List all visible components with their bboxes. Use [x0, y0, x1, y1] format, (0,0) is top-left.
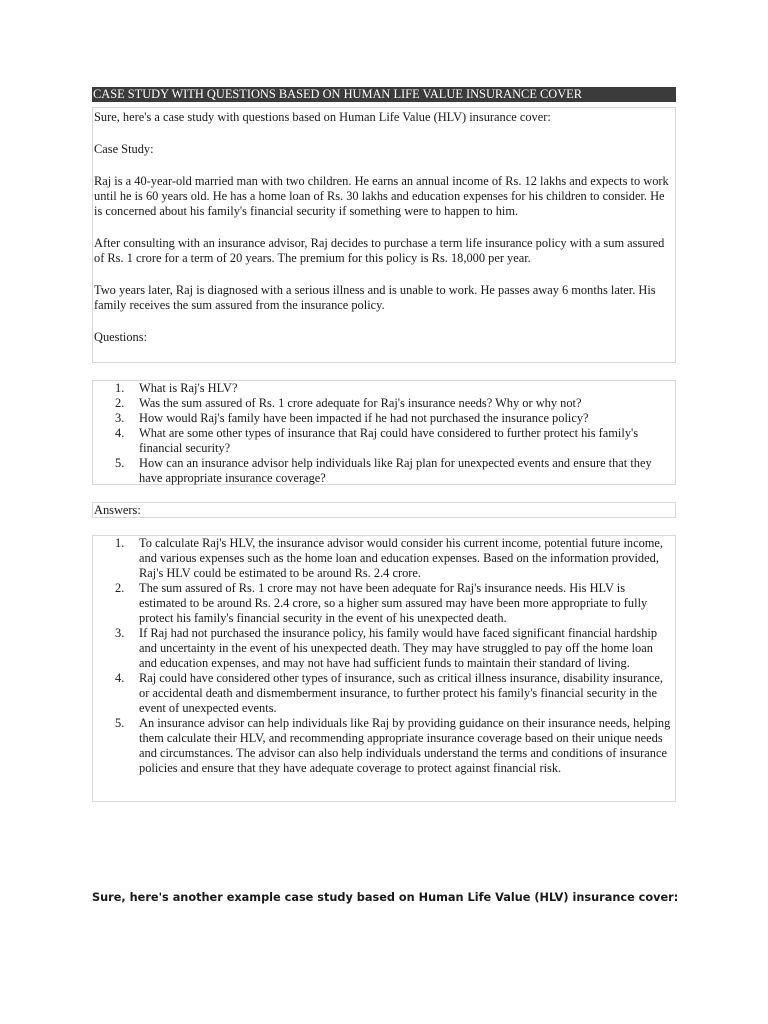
- question-item: [93, 381, 675, 396]
- question-number: 1.: [115, 381, 125, 395]
- answer-number: 1.: [115, 536, 125, 550]
- answers-label-box: [92, 502, 676, 518]
- question-item: [93, 456, 675, 486]
- question-text: What is Raj's HLV?: [139, 381, 238, 395]
- question-text: What are some other types of insurance that Raj could have considered to further protect his family's financial security?: [139, 426, 639, 455]
- question-item: [93, 426, 675, 456]
- case-study-paragraph-1: Raj is a 40-year-old married man with two children. He earns an annual income of Rs. 12 lakhs and expects to work until he is 60 years old. He has a home loan of Rs. 30 lakhs and education expenses for his children to consider. He is concerned about his family's financial security if something were to happen to him.: [94, 174, 669, 218]
- case-study-paragraph-3: Two years later, Raj is diagnosed with a serious illness and is unable to work. He passes away 6 months later. His family receives the sum assured from the insurance policy.: [94, 283, 656, 312]
- answer-number: 2.: [115, 581, 125, 595]
- answer-item: [93, 626, 675, 671]
- question-number: 2.: [115, 396, 125, 410]
- case-study-box: [92, 107, 676, 363]
- answer-text: If Raj had not purchased the insurance policy, his family would have faced significant financial hardship and uncertainty in the event of his unexpected death. They may have struggled to pay off the home loan and education expenses, and may not have had sufficient funds to maintain their standard of living.: [139, 626, 658, 670]
- answer-text: To calculate Raj's HLV, the insurance advisor would consider his current income, potential future income, and various expenses such as the home loan and education expenses. Based on the information provided, Raj's HLV could be estimated to be around Rs. 2.4 crore.: [139, 536, 664, 580]
- answer-text: Raj could have considered other types of insurance, such as critical illness insurance, disability insurance, or accidental death and dismemberment insurance, to further protect his family's financial security in the event of unexpected events.: [139, 671, 664, 715]
- answer-item: [93, 581, 675, 626]
- question-item: [93, 396, 675, 411]
- answer-number: 5.: [115, 716, 125, 730]
- answers-list: [93, 536, 675, 776]
- questions-box: [92, 380, 676, 485]
- question-number: 5.: [115, 456, 125, 470]
- answers-box: [92, 535, 676, 802]
- questions-label: Questions:: [94, 330, 148, 344]
- case-study-paragraph-2: After consulting with an insurance advisor, Raj decides to purchase a term life insurance policy with a sum assured of Rs. 1 crore for a term of 20 years. The premium for this policy is Rs. 18,000 per year.: [94, 236, 665, 265]
- question-text: Was the sum assured of Rs. 1 crore adequate for Raj's insurance needs? Why or why not?: [139, 396, 582, 410]
- question-number: 3.: [115, 411, 125, 425]
- answer-number: 3.: [115, 626, 125, 640]
- question-text: How would Raj's family have been impacted if he had not purchased the insurance policy?: [139, 411, 589, 425]
- answers-label: Answers:: [94, 503, 141, 517]
- section-title-banner: CASE STUDY WITH QUESTIONS BASED ON HUMAN LIFE VALUE INSURANCE COVER: [92, 87, 676, 102]
- questions-list: [93, 381, 675, 486]
- question-text: How can an insurance advisor help individuals like Raj plan for unexpected events and ensure that they have appropriate insurance coverage?: [139, 456, 652, 485]
- next-case-study-heading: Sure, here's another example case study based on Human Life Value (HLV) insurance cover:: [92, 891, 679, 904]
- question-item: [93, 411, 675, 426]
- answer-text: The sum assured of Rs. 1 crore may not have been adequate for Raj's insurance needs. His HLV is estimated to be around Rs. 2.4 crore, so a higher sum assured may have been more appropriate to fully protect his family's financial security in the event of his unexpected death.: [139, 581, 648, 625]
- question-number: 4.: [115, 426, 125, 440]
- answer-item: [93, 671, 675, 716]
- intro-opening: Sure, here's a case study with questions based on Human Life Value (HLV) insurance cover:: [94, 110, 551, 124]
- answer-item: [93, 536, 675, 581]
- answer-item: [93, 716, 675, 776]
- answer-number: 4.: [115, 671, 125, 685]
- answer-text: An insurance advisor can help individuals like Raj by providing guidance on their insurance needs, helping them calculate their HLV, and recommending appropriate insurance coverage based on their unique needs and circumstances. The advisor can also help individuals understand the terms and conditions of insurance policies and ensure that they have adequate coverage to protect against financial risk.: [139, 716, 671, 775]
- case-study-label: Case Study:: [94, 142, 154, 156]
